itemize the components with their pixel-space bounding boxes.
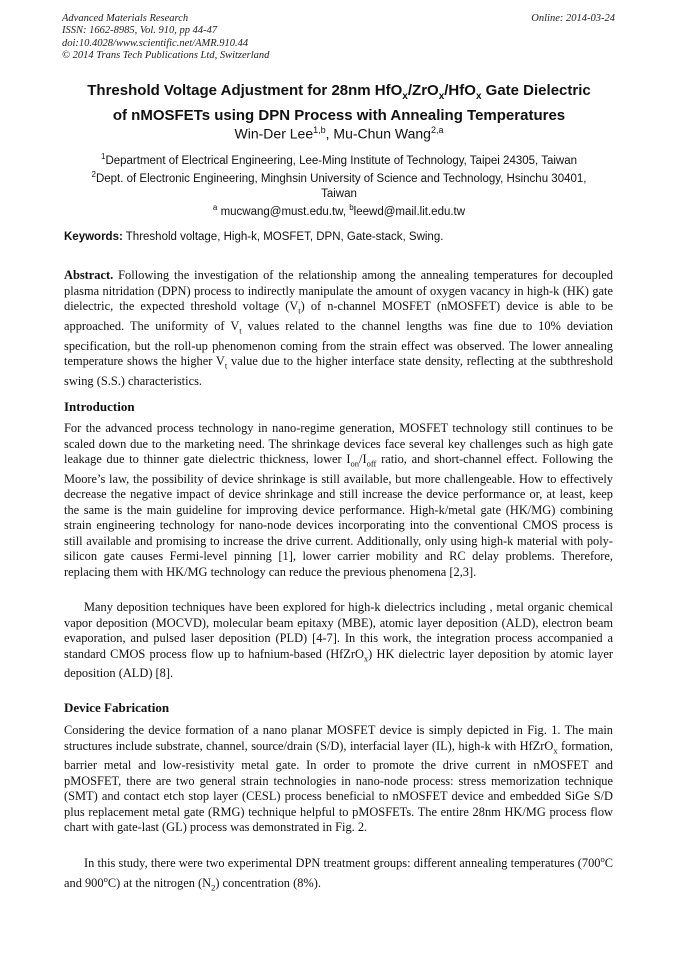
author-list: Win-Der Lee$^{1,b}$, Mu-Chun Wang$^{2,a}$ — [234, 125, 444, 142]
author-2: Mu-Chun Wang — [333, 125, 431, 142]
affiliation-1: $^1$Department of Electrical Engineering, Lee-Ming Institute of Technology, Taipei 24305, Taiwan — [100, 152, 578, 167]
paper-title — [40, 81, 638, 125]
author-1: Win-Der Lee — [234, 125, 314, 142]
journal-name: Advanced Materials Research — [62, 13, 189, 24]
copyright-line: © 2014 Trans Tech Publications Ltd, Switzerland — [62, 49, 270, 61]
issn-line: ISSN: 1662-8985, Vol. 910, pp 44-47 — [62, 25, 218, 37]
title-line-2: of nMOSFETs using DPN Process with Annealing Temperatures — [112, 107, 566, 124]
abstract: Abstract. Following the investigation of the relationship among the annealing temperatures for decoupled plasma nitridation (DPN) process to indirectly manipulate the amount of oxygen vacancy in high-k (HK) gate dielectric, the expected threshold voltage $(V_t)$ of n-channel MOSFET (nMOSFET) device is able to be approached. The uniformity of $V_t$ values related to the channel lengths was fine due to 10% deviation specification, but the roll-up phenomenon coming from the strain effect was observed. The lower annealing temperature shows the higher $V_t$ value due to the higher interface state density, reflecting at the subthreshold swing (S.S.) characteristics. — [64, 268, 613, 389]
intro-paragraph-1: For the advanced process technology in nano-regime generation, MOSFET technology still continues to be scaled down due to the marketing need. The shrinkage devices face several key challenges such as high gate leakage due to thinner gate dielectric thickness, lower $I_{on}/I_{off}$ ratio, and short-channel effect. Following the Moore’s law, the possibility of device shrinkage is still available, but more challengeable. How to effectively decrease the negative impact of device shrinkage and still increase the device performance or, at least, keep the same is the main guideline for improving device performance. High-k/metal gate (HK/MG) combining strain engineering technology for nano-node devices incorporating into the conventional CMOS process is still available and promising to increase the drive current. Additionally, only using high-k material with poly-silicon gate causes Fermi-level pinning [1], lower carrier mobility and RC delay problems. Therefore, replacing them with HK/MG technology can reduce the previous phenomena [2,3]. — [64, 421, 613, 579]
affiliation-2-cont: Taiwan — [321, 187, 357, 200]
keywords-label: Keywords: — [64, 231, 123, 243]
intro-paragraph-2: Many deposition techniques have been explored for high-k dielectrics including , metal organic chemical vapor deposition (MOCVD), molecular beam epitaxy (MBE), atomic layer deposition (ALD), electron beam evaporation, and pulsed laser deposition (PLD) [4-7]. In this work, the integration process accompanied a standard CMOS process flow up to hafnium-based (HfZrO$_x$) HK dielectric layer deposition by atomic layer deposition (ALD) [8]. — [64, 600, 613, 681]
section-heading-device-fabrication: Device Fabrication — [64, 700, 170, 715]
keywords — [64, 231, 443, 243]
abstract-label: Abstract. — [64, 268, 114, 282]
keywords-text: Threshold voltage, High-k, MOSFET, DPN, Gate-stack, Swing. — [122, 231, 444, 243]
fabrication-paragraph-2: In this study, there were two experimental DPN treatment groups: different annealing temperatures (700$^o$C and 900$^o$C) at the nitrogen $(N_2)$ concentration (8%). — [64, 854, 613, 893]
emails: $^a$ mucwang@must.edu.tw, $^b$leewd@mail.lit.edu.tw — [212, 203, 466, 219]
fabrication-paragraph-1: Considering the device formation of a nano planar MOSFET device is simply depicted in Fig. 1. The main structures include substrate, channel, source/drain (S/D), interfacial layer (IL), high-k with HfZrO$_x$ formation, barrier metal and low-resistivity metal gate. In order to promote the drive current in nMOSFET and pMOSFET, there are two general strain technologies in nano-node process: stress memorization technique (SMT) and contact etch stop layer (CESL) process beneficial to nMOSFET device and embedded SiGe S/D plus replacement metal gate (RMG) technique helpful to pMOSFETs. The entire 28nm HK/MG process flow chart with gate-last (GL) process was demonstrated in Fig. 2. — [64, 723, 613, 835]
title-line-1: Threshold Voltage Adjustment for 28nm HfO$_x$/ZrO$_x$/HfO$_x$ Gate Dielectric — [87, 82, 591, 102]
online-date: Online: 2014-03-24 — [531, 13, 615, 24]
affiliation-2: $^2$Dept. of Electronic Engineering, Minghsin University of Science and Technology, Hsinchu 30401, — [91, 170, 587, 186]
affiliations — [40, 150, 638, 220]
section-heading-introduction: Introduction — [64, 399, 135, 414]
doi-line: doi:10.4028/www.scientific.net/AMR.910.44 — [62, 37, 249, 49]
journal-header — [62, 13, 269, 62]
